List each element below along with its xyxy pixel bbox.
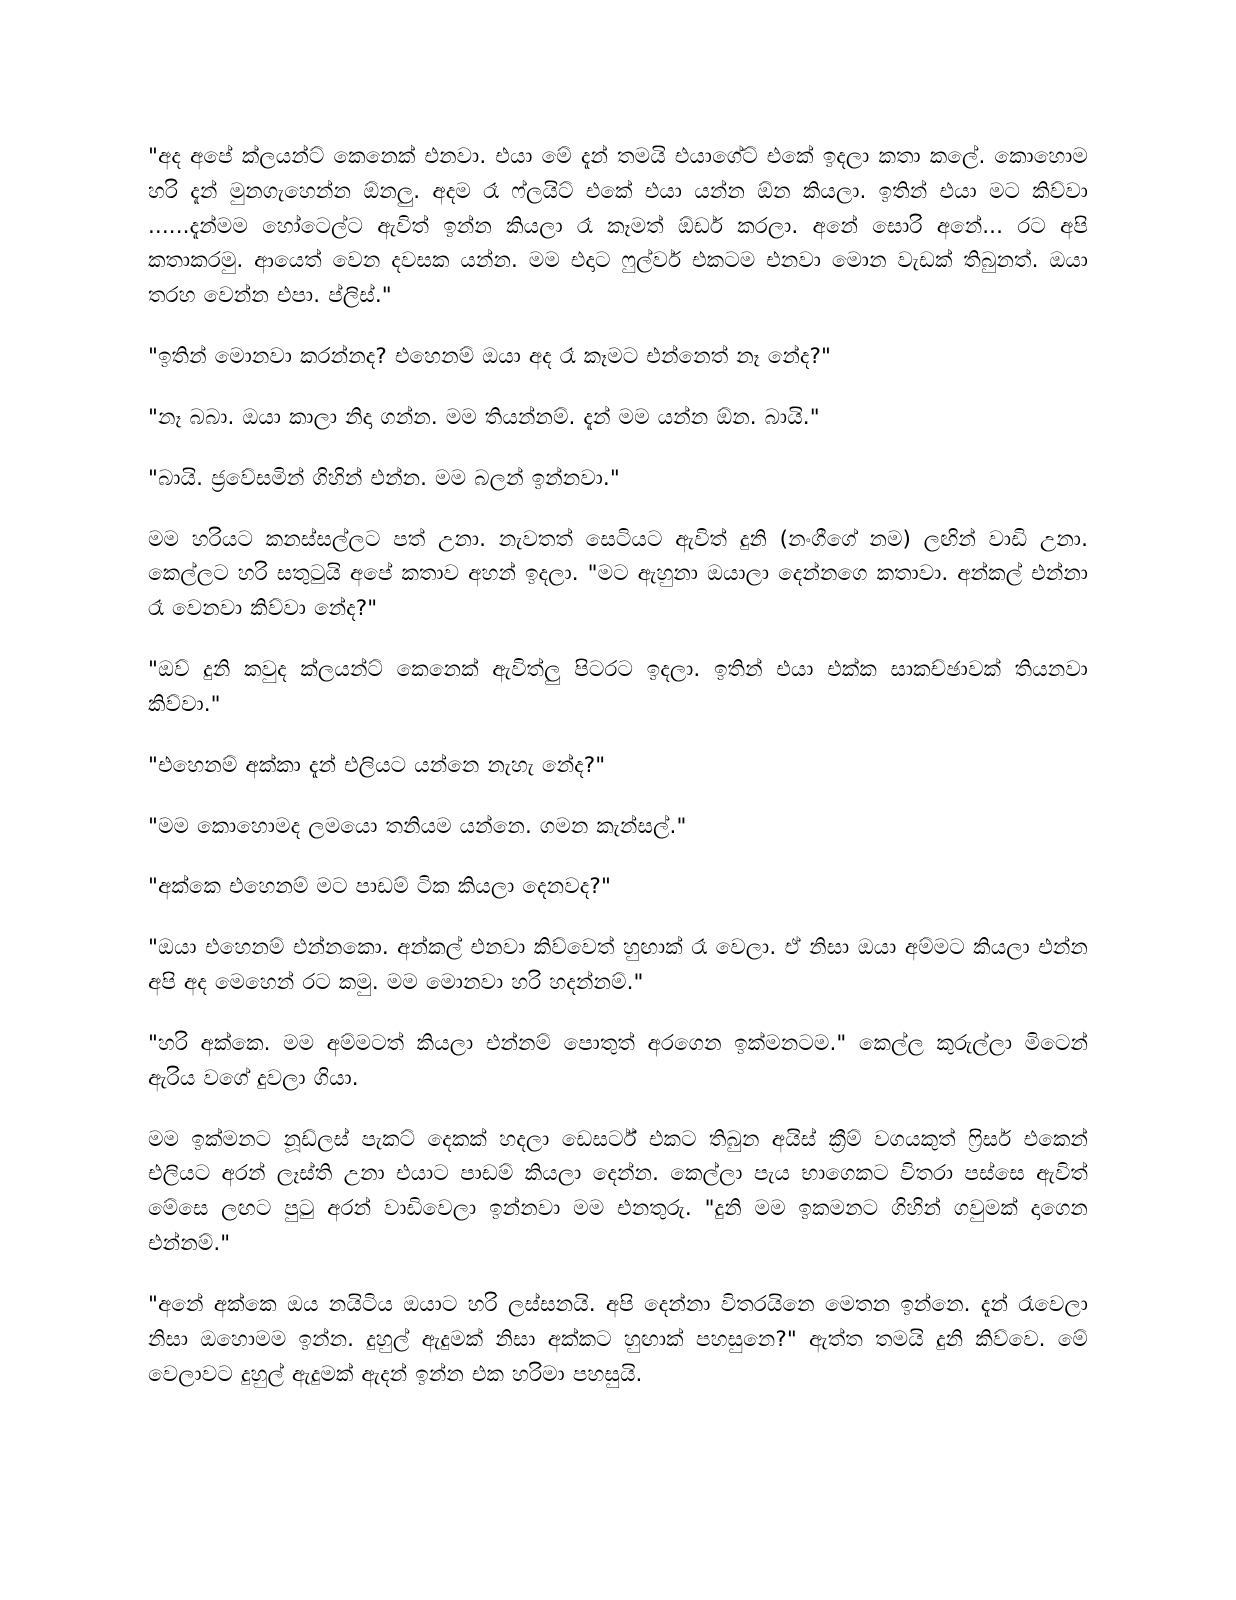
paragraph: "මම කොහොමද ලමයො තනියම යන්නෙ. ගමන කැන්සල්." <box>148 813 687 839</box>
paragraph: මම ඉක්මනට නූඩ්ලස් පැකට් දෙකක් හදලා ඩෙසර්ට් එකට තිබුන අයිස් ක්‍රීම් වගයකුත් ෆ්‍රිසර් එකෙන් එලියට අරන් ලෑස්ති උනා එයාට පාඩම් කියලා දෙන්න. කෙල්ලා පැය භාගෙකට විතරා පස්සෙ ඇවිත් මේසෙ ලඟට පුටු අරන් වාඩිවෙලා ඉන්නවා මම එනතුරු. "දුනි මම ඉකමනට ගිහින් ගවුමක් දාගෙන එන්නම්." <box>148 1126 1088 1257</box>
paragraph: "එහෙනම් අක්කා දැන් එලියට යන්නෙ නැහැ නේද?" <box>148 752 606 778</box>
document-text-body <box>148 140 1088 1392</box>
paragraph: "නෑ බබා. ඔයා කාලා නිදා ගන්න. මම තියන්නම්. දැන් මම යන්න ඕන. බායි." <box>148 404 820 430</box>
paragraph: "ඉතින් මොනවා කරන්නද? එහෙනම් ඔයා අද රෑ කෑමට එන්නෙත් නෑ නේද?" <box>148 344 832 370</box>
paragraph: මම හරියට කනස්සල්ලට පත් උනා. නැවතත් සෙටියට ඇවිත් දුනි (නංගීගේ නම) ලඟින් වාඩි උනා. කෙල්ලට හරි සතුටුයි අපේ කතාව අහන් ඉදලා. "මට ඇහුනා ඔයාලා දෙන්නගෙ කතාවා. අන්කල් එන්නා රෑ වෙනවා කිව්වා නේද?" <box>148 526 1088 622</box>
paragraph: "ඔයා එහෙනම් එන්නකො. අන්කල් එනවා කිව්වෙත් හුඟාක් රෑ වෙලා. ඒ නිසා ඔයා අම්මට කියලා එන්න අපි අද මෙහෙන් රට කමු. මම මොනවා හරි හදන්නම්." <box>148 935 1088 996</box>
paragraph: "හරි අක්කෙ. මම අම්මටත් කියලා එන්නම් පොතුත් අරගෙන ඉක්මනටම." කෙල්ල කුරුල්ලා මිටෙන් ඇරිය වගේ දුවලා ගියා. <box>148 1030 1088 1091</box>
paragraph: "අක්කෙ එහෙනම් මට පාඩම් ටික කියලා දෙනවද?" <box>148 874 611 900</box>
paragraph: "බායි. ජ්‍රවේසමින් ගිහින් එන්න. මම බලන් ඉන්නවා." <box>148 465 620 491</box>
paragraph: "අනේ අක්කෙ ඔය නයිටිය ඔයාට හරි ලස්සනයි. අපි දෙන්නා විතරයිනෙ මෙතන ඉන්නෙ. දැන් රෑවෙලා නිසා ඔහොමම ඉන්න. දුහුල් ඇදුමක් නිසා අක්කට හුඟාක් පහසුනෙ?" ඇත්ත තමයි දුනි කිව්වෙ. මේ වෙලාවට දුහුල් ඇදුමක් ඇදන් ඉන්න එක හරිමා පහසුයි. <box>148 1291 1088 1387</box>
paragraph: "ඔව් දුනි කවුද ක්ලයන්ට් කෙනෙක් ඇවිත්ලු පිටරට ඉදලා. ඉතින් එයා එක්ක සාකච්ඡාවක් තියනවා කිව්වා." <box>148 657 1088 717</box>
paragraph: "අද අපේ ක්ලයන්ට් කෙනෙක් එනවා. එයා මේ දැන් තමයි එයාගේට් එකේ ඉදලා කතා කලේ. කොහොම හරි දැන් මුනගැහෙන්න ඕනලු. අදම රෑ ෆ්ලයිට් එකේ එයා යන්න ඕන කියලා. ඉතින් එයා මට කිව්වා ......දැන්මම හෝටෙල්ට ඇවිත් ඉන්න කියලා රෑ කෑමත් ඕඩර් කරලා. අනේ සොරි අනේ... රට අපි කතාකරමු. ආයෙත් වෙන දවසක යන්න. මම එදාට ෆුල්වර් එකටම එනවා මොන වැඩක් තිබුනත්. ඔයා තරහ වෙන්න එපා. ප්ලිස්." <box>148 144 1088 309</box>
